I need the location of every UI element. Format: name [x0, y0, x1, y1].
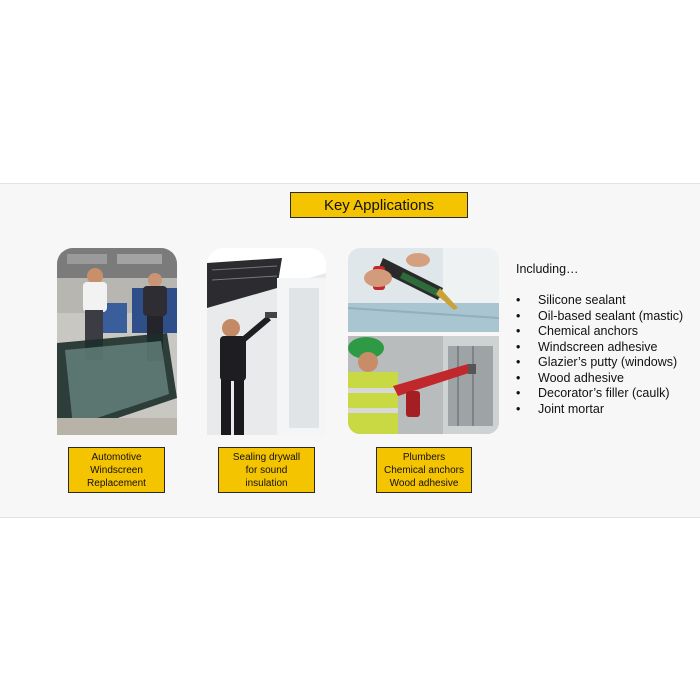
bullet-icon: • [516, 370, 521, 385]
caption-sealing-drywall [218, 447, 315, 493]
bullet-icon: • [516, 293, 521, 307]
caption-line: Plumbers [402, 451, 446, 463]
list-item [516, 293, 683, 309]
bullet-icon: • [516, 324, 521, 338]
caption-line: insulation [245, 477, 288, 489]
bullet-icon: • [516, 401, 521, 416]
photo-drywall-sealing [207, 248, 326, 435]
list-item-text: Joint mortar [538, 401, 604, 416]
caption-automotive-windscreen [68, 447, 165, 493]
list-item [516, 340, 683, 356]
key-applications-title [290, 192, 468, 218]
including-label: Including… [516, 262, 579, 276]
list-item-text: Oil-based sealant (mastic) [538, 308, 684, 323]
list-item [516, 386, 683, 402]
list-item-text: Windscreen adhesive [538, 339, 658, 354]
list-item [516, 402, 683, 418]
uses-list [516, 293, 683, 417]
bullet-icon: • [516, 308, 521, 323]
caption-line: Chemical anchors [383, 464, 465, 476]
caption-plumbers-anchors-wood [376, 447, 472, 493]
list-item [516, 309, 683, 325]
caption-line: Wood adhesive [389, 477, 459, 489]
caption-line: for sound [245, 464, 288, 476]
photo-windscreen-replacement [57, 248, 177, 435]
photo-caulk-gun [348, 248, 499, 332]
list-item-text: Wood adhesive [538, 370, 624, 385]
list-item-text: Silicone sealant [538, 293, 626, 307]
bullet-icon: • [516, 339, 521, 354]
bullet-icon: • [516, 355, 521, 369]
list-item [516, 324, 683, 340]
caption-line: Sealing drywall [232, 451, 301, 463]
title-text: Key Applications [323, 196, 435, 214]
list-item-text: Chemical anchors [538, 324, 639, 338]
list-item [516, 371, 683, 387]
caption-line: Automotive [91, 451, 142, 463]
caption-line: Windscreen [90, 464, 143, 476]
caption-line: Replacement [87, 477, 146, 489]
bullet-icon: • [516, 386, 521, 400]
list-item [516, 355, 683, 371]
list-item-text: Decorator’s filler (caulk) [538, 386, 670, 400]
list-item-text: Glazier’s putty (windows) [538, 355, 678, 369]
photo-chemical-anchor-worker [348, 336, 499, 434]
